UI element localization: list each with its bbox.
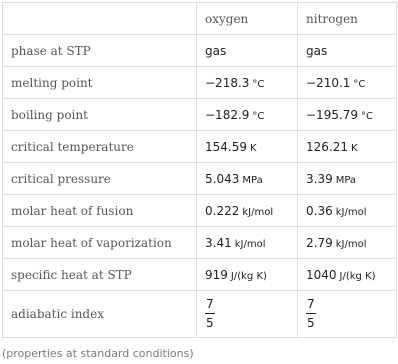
table-row bbox=[3, 35, 397, 67]
table-row bbox=[3, 227, 397, 259]
column-header-oxygen: oxygen bbox=[197, 3, 298, 35]
table-row bbox=[3, 99, 397, 131]
fraction bbox=[205, 296, 215, 331]
table-row bbox=[3, 131, 397, 163]
unit-text: MPa bbox=[335, 174, 357, 186]
oxygen-cell bbox=[197, 291, 298, 338]
value-text: gas bbox=[306, 43, 328, 58]
value-text: 126.21 bbox=[306, 139, 348, 154]
properties-table bbox=[2, 2, 397, 338]
value-text: 3.41 bbox=[205, 235, 232, 250]
column-header-nitrogen: nitrogen bbox=[298, 3, 397, 35]
nitrogen-cell bbox=[298, 259, 397, 291]
unit-text: MPa bbox=[242, 174, 263, 186]
oxygen-cell bbox=[197, 163, 298, 195]
value-text: 0.222 bbox=[205, 203, 240, 218]
fraction-numerator: 7 bbox=[206, 297, 214, 311]
table-row bbox=[3, 195, 397, 227]
header-corner-cell bbox=[3, 3, 197, 35]
row-label: specific heat at STP bbox=[3, 259, 197, 291]
unit-text: kJ/mol bbox=[234, 238, 266, 250]
nitrogen-cell bbox=[298, 99, 397, 131]
oxygen-cell bbox=[197, 35, 298, 67]
unit-text: J/(kg K) bbox=[230, 270, 267, 282]
row-label: phase at STP bbox=[3, 35, 197, 67]
row-label: critical pressure bbox=[3, 163, 197, 195]
nitrogen-cell bbox=[298, 35, 397, 67]
unit-text: °C bbox=[252, 78, 265, 90]
table-row bbox=[3, 259, 397, 291]
unit-text: kJ/mol bbox=[335, 238, 367, 250]
unit-text: kJ/mol bbox=[335, 206, 367, 218]
footnote: (properties at standard conditions) bbox=[2, 347, 194, 360]
value-text: −218.3 bbox=[205, 75, 250, 90]
oxygen-cell bbox=[197, 99, 298, 131]
table-row bbox=[3, 67, 397, 99]
unit-text: K bbox=[250, 142, 257, 154]
value-text: 2.79 bbox=[306, 235, 333, 250]
table-row bbox=[3, 291, 397, 338]
nitrogen-cell bbox=[298, 195, 397, 227]
row-label: molar heat of fusion bbox=[3, 195, 197, 227]
row-label: critical temperature bbox=[3, 131, 197, 163]
value-text: 5.043 bbox=[205, 171, 240, 186]
unit-text: °C bbox=[361, 110, 374, 122]
table-row bbox=[3, 163, 397, 195]
row-label: boiling point bbox=[3, 99, 197, 131]
oxygen-cell bbox=[197, 131, 298, 163]
value-text: −195.79 bbox=[306, 107, 359, 122]
oxygen-cell bbox=[197, 227, 298, 259]
value-text: 919 bbox=[205, 267, 228, 282]
row-label: adiabatic index bbox=[3, 291, 197, 338]
value-text: gas bbox=[205, 43, 227, 58]
unit-text: J/(kg K) bbox=[339, 270, 376, 282]
fraction bbox=[306, 296, 316, 331]
value-text: 1040 bbox=[306, 267, 337, 282]
nitrogen-cell bbox=[298, 227, 397, 259]
oxygen-cell bbox=[197, 259, 298, 291]
value-text: −182.9 bbox=[205, 107, 250, 122]
unit-text: °C bbox=[252, 110, 265, 122]
value-text: 3.39 bbox=[306, 171, 333, 186]
row-label: molar heat of vaporization bbox=[3, 227, 197, 259]
value-text: 0.36 bbox=[306, 203, 333, 218]
value-text: −210.1 bbox=[306, 75, 351, 90]
fraction-denominator: 5 bbox=[307, 316, 315, 330]
nitrogen-cell bbox=[298, 291, 397, 338]
nitrogen-cell bbox=[298, 131, 397, 163]
unit-text: kJ/mol bbox=[242, 206, 274, 218]
fraction-denominator: 5 bbox=[206, 316, 214, 330]
table-header-row bbox=[3, 3, 397, 35]
fraction-bar bbox=[306, 313, 316, 314]
fraction-bar bbox=[205, 313, 215, 314]
oxygen-cell bbox=[197, 67, 298, 99]
unit-text: °C bbox=[353, 78, 366, 90]
row-label: melting point bbox=[3, 67, 197, 99]
oxygen-cell bbox=[197, 195, 298, 227]
value-text: 154.59 bbox=[205, 139, 247, 154]
nitrogen-cell bbox=[298, 67, 397, 99]
fraction-numerator: 7 bbox=[307, 297, 315, 311]
nitrogen-cell bbox=[298, 163, 397, 195]
unit-text: K bbox=[351, 142, 358, 154]
